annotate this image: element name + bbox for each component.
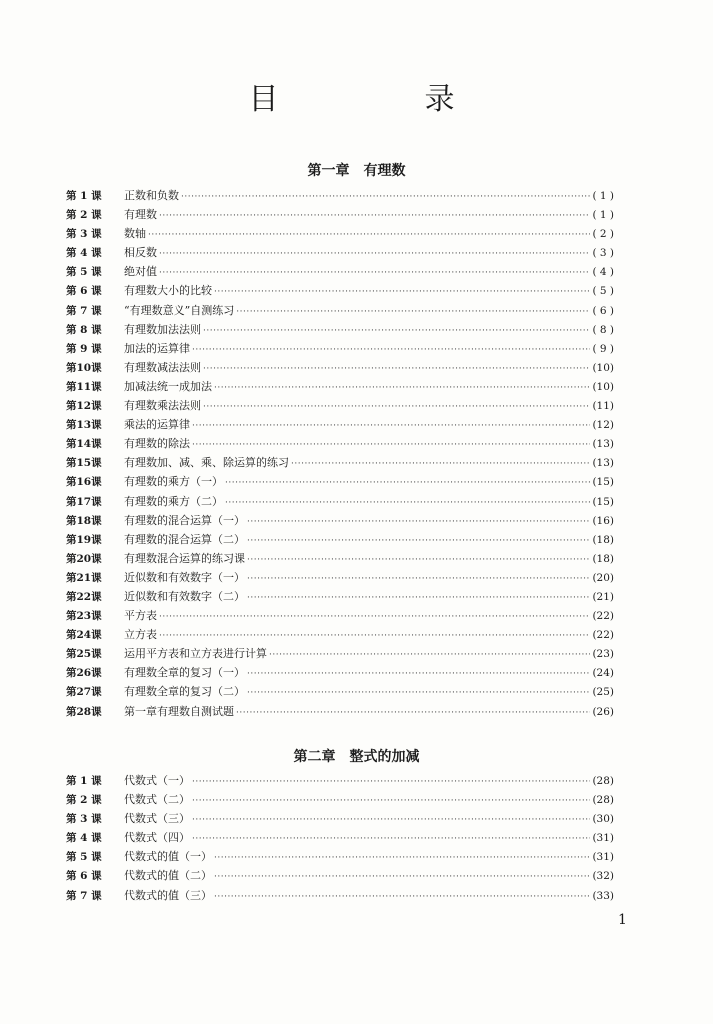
lesson-title: 代数式的值（一） — [124, 850, 212, 864]
toc-entry[interactable] — [66, 530, 614, 549]
chapter-heading — [0, 160, 713, 180]
page-reference: ( 4 ) — [592, 266, 614, 279]
dot-leader — [192, 830, 590, 849]
dot-leader — [192, 417, 590, 436]
page-reference: (26) — [592, 705, 614, 718]
page-reference: (31) — [592, 832, 614, 845]
dot-leader — [247, 589, 590, 608]
toc-entry[interactable] — [66, 866, 614, 885]
dot-leader — [192, 811, 590, 830]
dot-leader — [247, 684, 590, 703]
dot-leader — [214, 868, 590, 887]
toc-entry[interactable] — [66, 358, 614, 377]
lesson-title: 第一章有理数自测试题 — [124, 704, 234, 718]
lesson-number: 第16课 — [66, 476, 102, 489]
dot-leader — [159, 207, 590, 226]
lesson-title: 有理数全章的复习（一） — [124, 666, 245, 680]
lesson-number: 第20课 — [66, 552, 102, 565]
lesson-title: 代数式的值（二） — [124, 869, 212, 883]
lesson-title: 加法的运算律 — [124, 341, 190, 355]
lesson-title: 有理数减法法则 — [124, 360, 201, 374]
toc-entry[interactable] — [66, 606, 614, 625]
chapter-number: 第二章 — [293, 749, 336, 765]
lesson-number: 第23课 — [66, 610, 102, 623]
lesson-number: 第26课 — [66, 667, 102, 680]
chapter-heading — [0, 746, 713, 766]
page-reference: (18) — [592, 552, 614, 565]
lesson-title: 代数式（二） — [124, 793, 190, 807]
toc-entry[interactable] — [66, 186, 614, 205]
page-title: 目 录 — [248, 82, 513, 117]
toc-entry[interactable] — [66, 434, 614, 453]
lesson-title: 有理数混合运算的练习课 — [124, 551, 245, 565]
toc-entry[interactable] — [66, 262, 614, 281]
lesson-title: 加减法统一成加法 — [124, 379, 212, 393]
lesson-title: 相反数 — [124, 246, 157, 260]
dot-leader — [192, 792, 590, 811]
page-reference: (10) — [592, 361, 614, 374]
toc-entry[interactable] — [66, 625, 614, 644]
lesson-number: 第 3 课 — [66, 813, 102, 826]
toc-entry[interactable] — [66, 243, 614, 262]
page-reference: (10) — [592, 380, 614, 393]
toc-entry[interactable] — [66, 453, 614, 472]
lesson-number: 第25课 — [66, 648, 102, 661]
lesson-title: 有理数的乘方（二） — [124, 494, 223, 508]
page-reference: ( 8 ) — [592, 323, 614, 336]
lesson-number: 第 5 课 — [66, 851, 102, 864]
toc-entry[interactable] — [66, 568, 614, 587]
lesson-number: 第11课 — [66, 380, 102, 393]
page-reference: ( 9 ) — [592, 342, 614, 355]
page-reference: (22) — [592, 629, 614, 642]
page-reference: (28) — [592, 775, 614, 787]
page-reference: ( 1 ) — [592, 209, 614, 222]
lesson-number: 第 2 课 — [66, 794, 102, 807]
chapter-lesson-list — [66, 186, 614, 721]
dot-leader — [181, 188, 590, 207]
lesson-title: 有理数加、减、乘、除运算的练习 — [124, 456, 289, 470]
dot-leader — [148, 226, 590, 245]
page-reference: ( 2 ) — [592, 228, 614, 241]
page-number: 1 — [618, 912, 627, 928]
page-reference: (33) — [592, 889, 614, 902]
lesson-number: 第19课 — [66, 533, 102, 546]
page-reference: (23) — [592, 648, 614, 661]
page-reference: (21) — [592, 590, 614, 603]
toc-entry[interactable] — [66, 396, 614, 415]
chapter-number: 第一章 — [307, 163, 350, 179]
lesson-number: 第21课 — [66, 571, 102, 584]
page-reference: (32) — [592, 870, 614, 883]
page-reference: (12) — [592, 419, 614, 432]
lesson-title: 有理数的混合运算（一） — [124, 513, 245, 527]
lesson-number: 第 7 课 — [66, 889, 102, 902]
toc-entry[interactable] — [66, 682, 614, 701]
dot-leader — [247, 532, 590, 551]
toc-entry[interactable] — [66, 809, 614, 828]
lesson-number: 第 4 课 — [66, 832, 102, 845]
page-reference: (31) — [592, 851, 614, 864]
dot-leader — [159, 608, 590, 627]
dot-leader — [291, 455, 590, 474]
page-reference: (24) — [592, 667, 614, 680]
page-reference: (18) — [592, 533, 614, 546]
chapter-lesson-list — [66, 771, 614, 905]
lesson-number: 第28课 — [66, 705, 102, 718]
dot-leader — [214, 379, 590, 398]
page-reference: ( 5 ) — [592, 285, 614, 298]
lesson-title: 代数式（三） — [124, 812, 190, 826]
lesson-title: “有理数意义”自测练习 — [124, 303, 235, 317]
page-reference: (28) — [592, 794, 614, 807]
lesson-title: 乘法的运算律 — [124, 418, 190, 432]
lesson-number: 第 1 课 — [66, 190, 102, 202]
lesson-number: 第 8 课 — [66, 323, 102, 336]
lesson-title: 平方表 — [124, 609, 157, 623]
toc-entry[interactable] — [66, 644, 614, 663]
lesson-number: 第18课 — [66, 514, 102, 527]
lesson-title: 有理数全章的复习（二） — [124, 685, 245, 699]
toc-entry[interactable] — [66, 663, 614, 682]
toc-entry[interactable] — [66, 492, 614, 511]
lesson-title: 有理数的除法 — [124, 437, 190, 451]
dot-leader — [203, 398, 590, 417]
lesson-number: 第12课 — [66, 400, 102, 413]
toc-entry[interactable] — [66, 320, 614, 339]
lesson-title: 近似数和有效数字（二） — [124, 589, 245, 603]
lesson-number: 第 3 课 — [66, 228, 102, 241]
lesson-title: 立方表 — [124, 628, 157, 642]
chapter-title: 有理数 — [363, 163, 406, 179]
toc-entry[interactable] — [66, 301, 614, 320]
lesson-number: 第17课 — [66, 495, 102, 508]
lesson-title: 代数式的值（三） — [124, 888, 212, 902]
lesson-number: 第24课 — [66, 629, 102, 642]
dot-leader — [225, 494, 590, 513]
page-reference: (15) — [592, 495, 614, 508]
page-reference: (16) — [592, 514, 614, 527]
dot-leader — [159, 245, 590, 264]
dot-leader — [203, 322, 590, 341]
lesson-number: 第 4 课 — [66, 247, 102, 260]
toc-entry[interactable] — [66, 472, 614, 491]
page-reference: (22) — [592, 610, 614, 623]
dot-leader — [192, 773, 590, 792]
lesson-number: 第 2 课 — [66, 209, 102, 222]
toc-entry[interactable] — [66, 224, 614, 243]
toc-entry[interactable] — [66, 511, 614, 530]
lesson-title: 有理数的混合运算（二） — [124, 532, 245, 546]
toc-entry[interactable] — [66, 847, 614, 866]
toc-entry[interactable] — [66, 549, 614, 568]
lesson-title: 近似数和有效数字（一） — [124, 570, 245, 584]
lesson-title: 有理数大小的比较 — [124, 284, 212, 298]
dot-leader — [247, 513, 590, 532]
chapter-title: 整式的加减 — [349, 749, 420, 765]
page-reference: (13) — [592, 457, 614, 470]
lesson-title: 绝对值 — [124, 265, 157, 279]
lesson-title: 代数式（四） — [124, 831, 190, 845]
dot-leader — [247, 551, 590, 570]
page-reference: (30) — [592, 813, 614, 826]
toc-entry[interactable] — [66, 587, 614, 606]
lesson-title: 有理数的乘方（一） — [124, 475, 223, 489]
dot-leader — [214, 888, 590, 907]
toc-entry[interactable] — [66, 886, 614, 905]
dot-leader — [247, 570, 590, 589]
toc-entry[interactable] — [66, 415, 614, 434]
lesson-number: 第13课 — [66, 419, 102, 432]
lesson-title: 有理数 — [124, 208, 157, 222]
lesson-title: 有理数乘法法则 — [124, 399, 201, 413]
dot-leader — [236, 303, 590, 322]
page-reference: (11) — [592, 400, 614, 413]
toc-entry[interactable] — [66, 339, 614, 358]
lesson-number: 第 6 课 — [66, 285, 102, 298]
dot-leader — [247, 665, 590, 684]
dot-leader — [225, 474, 590, 493]
toc-entry[interactable] — [66, 790, 614, 809]
lesson-title: 正数和负数 — [124, 189, 179, 202]
page-reference: ( 1 ) — [592, 190, 614, 202]
lesson-title: 运用平方表和立方表进行计算 — [124, 647, 267, 661]
toc-entry[interactable] — [66, 377, 614, 396]
dot-leader — [203, 360, 590, 379]
lesson-number: 第14课 — [66, 438, 102, 451]
dot-leader — [214, 849, 590, 868]
lesson-number: 第 9 课 — [66, 342, 102, 355]
toc-entry[interactable] — [66, 281, 614, 300]
lesson-number: 第 1 课 — [66, 775, 102, 787]
page-reference: (20) — [592, 571, 614, 584]
lesson-number: 第22课 — [66, 590, 102, 603]
dot-leader — [159, 264, 590, 283]
page-reference: (15) — [592, 476, 614, 489]
lesson-number: 第 5 课 — [66, 266, 102, 279]
lesson-number: 第15课 — [66, 457, 102, 470]
toc-entry[interactable] — [66, 205, 614, 224]
toc-entry[interactable] — [66, 702, 614, 721]
toc-entry[interactable] — [66, 828, 614, 847]
lesson-title: 有理数加法法则 — [124, 322, 201, 336]
dot-leader — [192, 341, 590, 360]
page-reference: ( 6 ) — [592, 304, 614, 317]
lesson-title: 数轴 — [124, 227, 146, 241]
lesson-title: 代数式（一） — [124, 774, 190, 787]
page-reference: (25) — [592, 686, 614, 699]
dot-leader — [236, 704, 590, 723]
lesson-number: 第27课 — [66, 686, 102, 699]
page-reference: ( 3 ) — [592, 247, 614, 260]
toc-entry[interactable] — [66, 771, 614, 790]
lesson-number: 第 7 课 — [66, 304, 102, 317]
lesson-number: 第 6 课 — [66, 870, 102, 883]
lesson-number: 第10课 — [66, 361, 102, 374]
dot-leader — [214, 283, 590, 302]
dot-leader — [269, 646, 590, 665]
page-reference: (13) — [592, 438, 614, 451]
